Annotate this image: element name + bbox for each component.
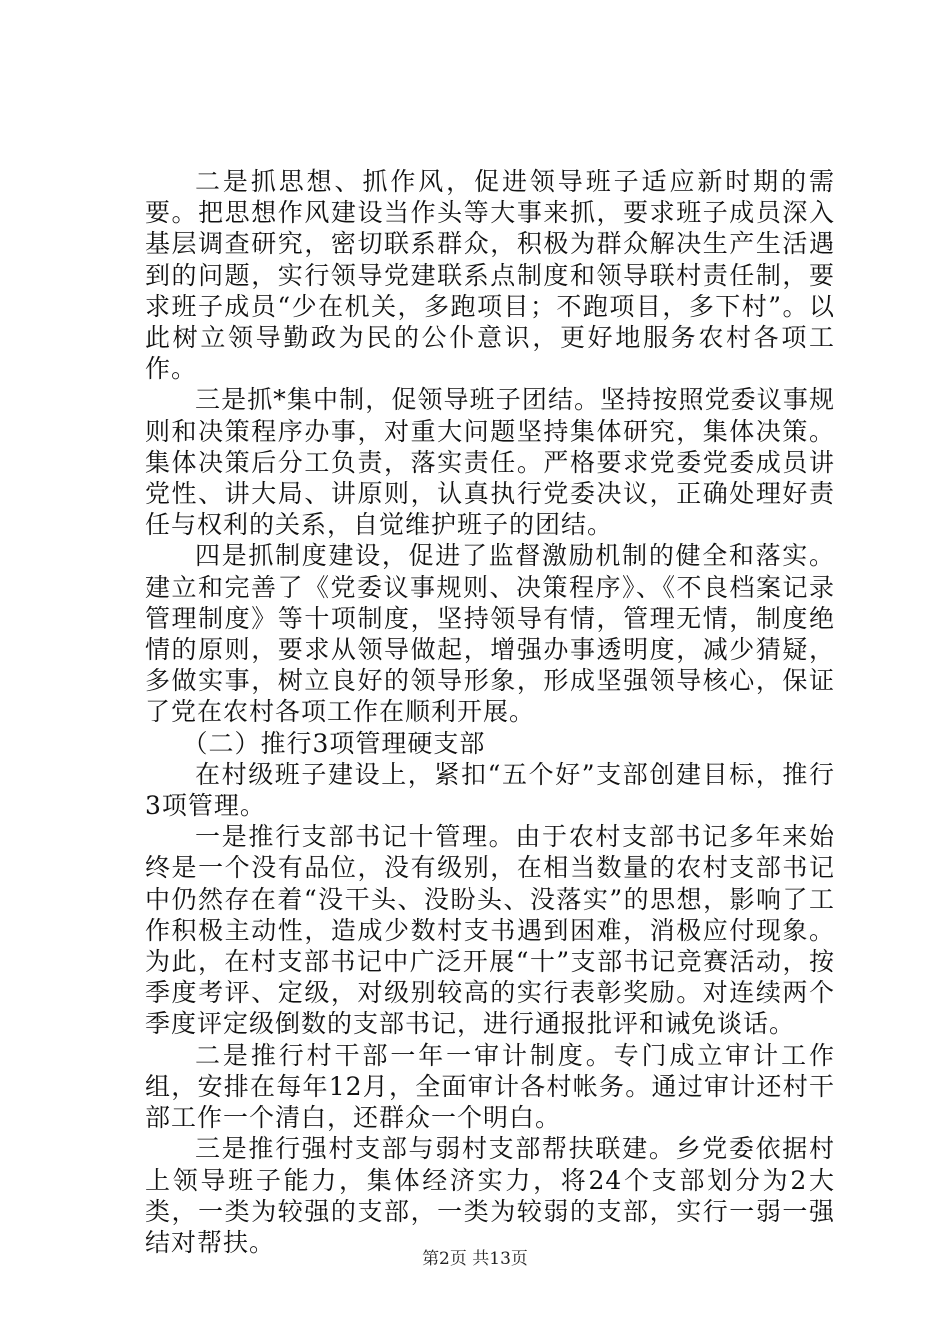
paragraph-centralism: 三是抓*集中制，促领导班子团结。坚持按照党委议事规则和决策程序办事，对重大问题坚持集体研究，集体决策。集体决策后分工负责，落实责任。严格要求党委党委成员讲党性、讲大局、讲原则，认真执行党委决议，正确处理好责任与权利的关系，自觉维护班子的团结。: [145, 385, 835, 540]
paragraph-audit: 二是推行村干部一年一审计制度。专门成立审计工作组，安排在每年12月，全面审计各村帐务。通过审计还村干部工作一个清白，还群众一个明白。: [145, 1040, 835, 1133]
paragraph-institution-building: 四是抓制度建设，促进了监督激励机制的健全和落实。建立和完善了《党委议事规则、决策程序》、《不良档案记录管理制度》等十项制度，坚持领导有情，管理无情，制度绝情的原则，要求从领导做起，增强办事透明度，减少猜疑，多做实事，树立良好的领导形象，形成坚强领导核心，保证了党在农村各项工作在顺利开展。: [145, 541, 835, 727]
paragraph-village-team: 在村级班子建设上，紧扣“五个好”支部创建目标，推行3项管理。: [145, 759, 835, 821]
document-body: [145, 166, 835, 1258]
paragraph-pairing-support: 三是推行强村支部与弱村支部帮扶联建。乡党委依据村上领导班子能力，集体经济实力，将24个支部划分为2大类，一类为较强的支部，一类为较弱的支部，实行一弱一强结对帮扶。: [145, 1134, 835, 1257]
page-number-footer: 第2页 共13页: [422, 1249, 528, 1269]
paragraph-secretary-management: 一是推行支部书记十管理。由于农村支部书记多年来始终是一个没有品位，没有级别，在相当数量的农村支部书记中仍然存在着“没干头、没盼头、没落实”的思想，影响了工作积极主动性，造成少数村支书遇到困难，消极应付现象。为此，在村支部书记中广泛开展“十”支部书记竞赛活动，按季度考评、定级，对级别较高的实行表彰奖励。对连续两个季度评定级倒数的支部书记，进行通报批评和诫免谈话。: [145, 822, 835, 1039]
paragraph-work-style: 二是抓思想、抓作风，促进领导班子适应新时期的需要。把思想作风建设当作头等大事来抓，要求班子成员深入基层调查研究，密切联系群众，积极为群众解决生产生活遇到的问题，实行领导党建联系点制度和领导联村责任制，要求班子成员“少在机关，多跑项目；不跑项目，多下村”。以此树立领导勤政为民的公仆意识，更好地服务农村各项工作。: [145, 167, 835, 384]
section-heading: （二）推行3项管理硬支部: [182, 728, 486, 758]
